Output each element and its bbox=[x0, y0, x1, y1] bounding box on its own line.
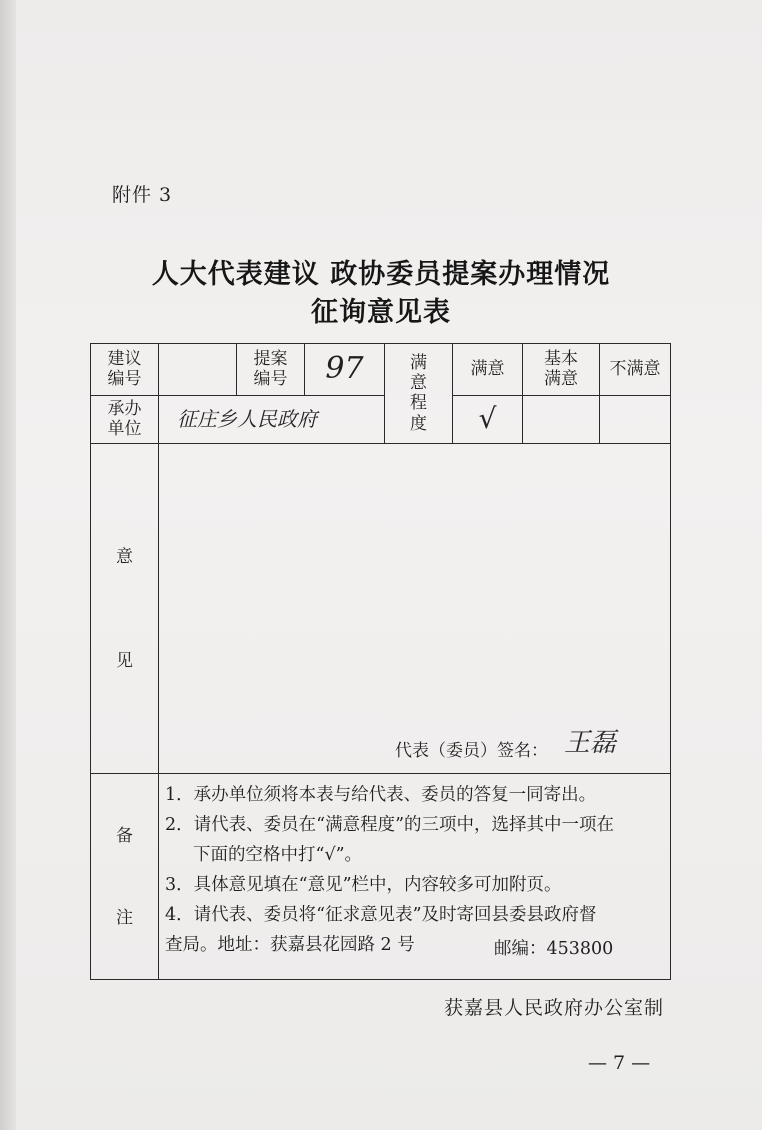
note-4-cont: 查局。地址：获嘉县花园路 2 号 bbox=[165, 935, 415, 955]
note-2-cont: 下面的空格中打“√”。 bbox=[193, 845, 363, 865]
remarks-label: 备注 bbox=[116, 825, 133, 928]
satisfaction-label: 满意程度 bbox=[410, 352, 427, 434]
opinion-label-cell bbox=[91, 444, 159, 774]
note-1: 1．承办单位须将本表与给代表、委员的答复一同寄出。 bbox=[165, 785, 597, 805]
title-line-2: 征询意见表 bbox=[311, 297, 451, 328]
handling-unit-label-cell bbox=[91, 396, 159, 444]
case-no-label-cell bbox=[237, 344, 305, 396]
signature-label: 代表（委员）签名： bbox=[395, 741, 548, 761]
proposal-no-label: 建议编号 bbox=[107, 349, 142, 390]
note-2: 2．请代表、委员在“满意程度”的三项中，选择其中一项在 bbox=[165, 815, 615, 835]
proposal-no-value bbox=[159, 344, 237, 396]
basically-satisfied-label: 基本满意 bbox=[543, 349, 578, 390]
attachment-label: 附件 3 bbox=[112, 184, 173, 206]
satisfaction-label-cell bbox=[385, 344, 453, 444]
case-no-value: 97 bbox=[305, 344, 385, 396]
satisfied-label: 满意 bbox=[453, 344, 523, 396]
not-satisfied-label: 不满意 bbox=[600, 344, 671, 396]
opinion-label: 意见 bbox=[116, 546, 133, 671]
signature-handwritten: 王磊 bbox=[564, 728, 617, 758]
page-number: — 7 — bbox=[588, 1052, 651, 1074]
note-3: 3．具体意见填在“意见”栏中，内容较多可加附页。 bbox=[165, 875, 562, 895]
page-edge-shadow bbox=[0, 0, 16, 1130]
basically-satisfied-cell bbox=[523, 344, 600, 396]
case-no-label: 提案编号 bbox=[253, 349, 288, 390]
handling-unit-value: 征庄乡人民政府 bbox=[159, 396, 385, 444]
footer-organization: 获嘉县人民政府办公室制 bbox=[444, 997, 665, 1019]
feedback-form-table bbox=[90, 343, 671, 980]
remarks-label-cell bbox=[91, 774, 159, 980]
postcode: 邮编：453800 bbox=[494, 939, 614, 959]
satisfied-checkbox: √ bbox=[453, 396, 523, 444]
note-4: 4．请代表、委员将“征求意见表”及时寄回县委县政府督 bbox=[165, 905, 597, 925]
proposal-no-label-cell bbox=[91, 344, 159, 396]
basically-satisfied-checkbox bbox=[523, 396, 600, 444]
handling-unit-label: 承办单位 bbox=[107, 399, 142, 440]
not-satisfied-checkbox bbox=[600, 396, 671, 444]
title-line-1: 人大代表建议 政协委员提案办理情况 bbox=[151, 259, 611, 290]
